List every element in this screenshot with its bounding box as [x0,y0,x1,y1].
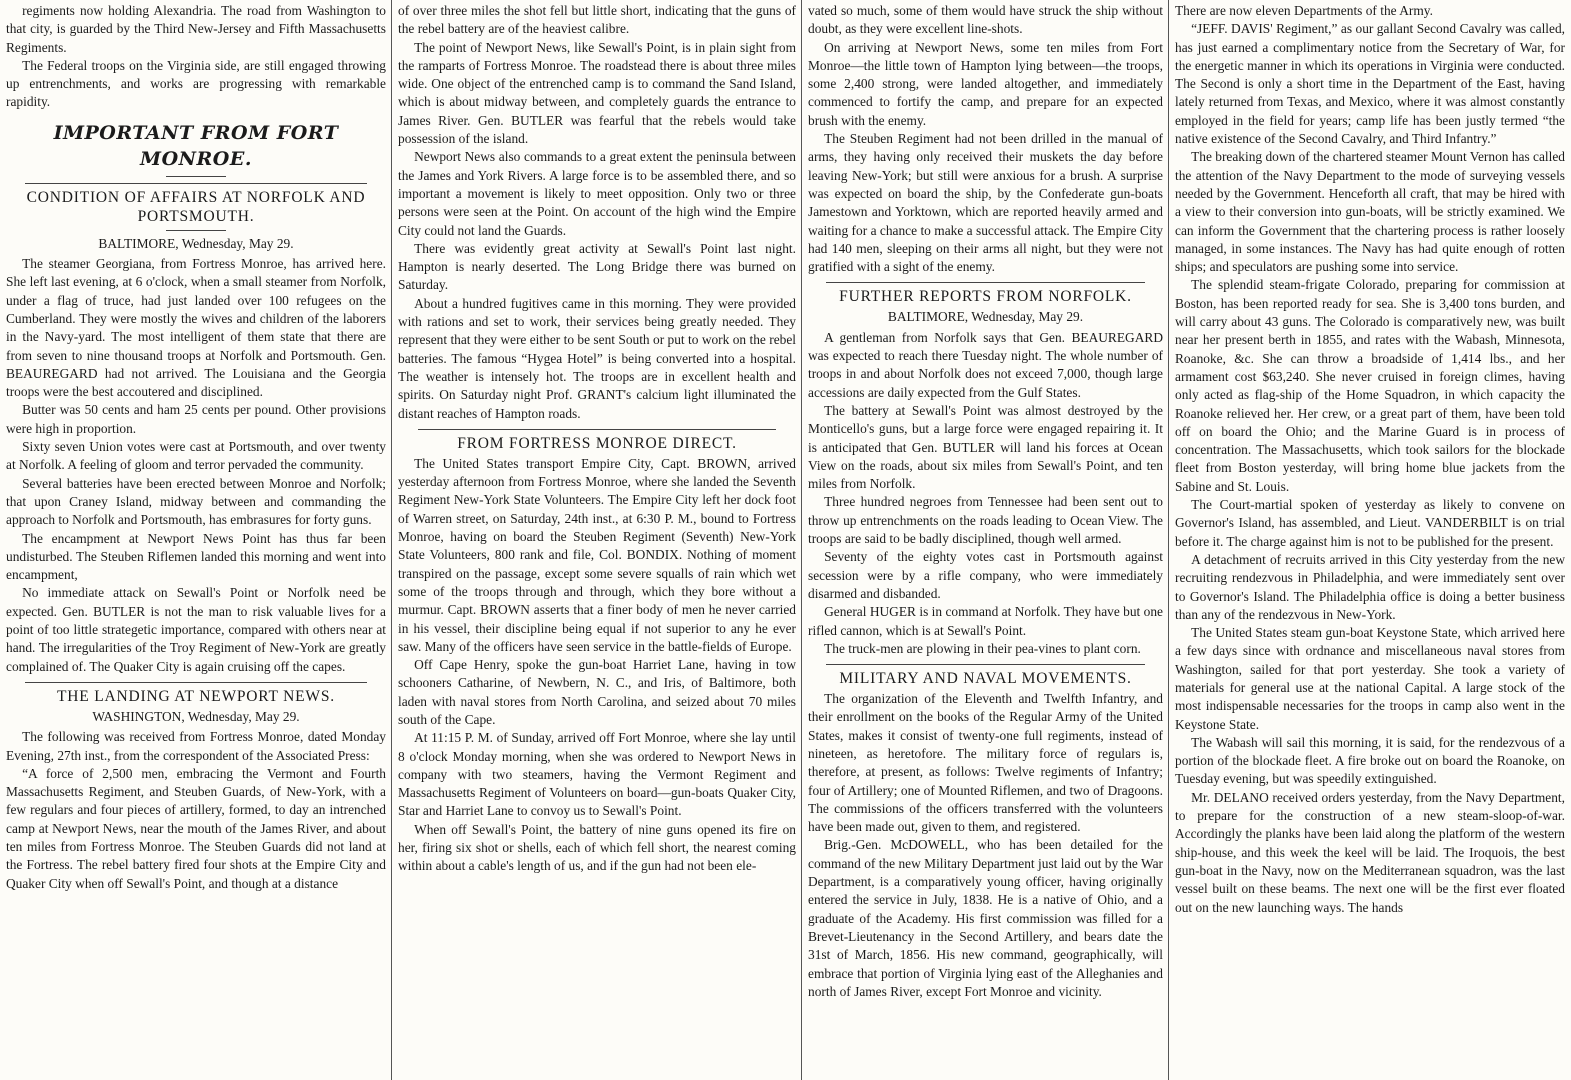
paragraph: General HUGER is in command at Norfolk. They have but one rifled cannon, which is at Sewall's Point. [808,604,1163,638]
paragraph: About a hundred fugitives came in this morning. They were provided with rations and set to work, their services being greatly needed. They represent that they were either to be sent South or put to work on the rebel batteries. The famous “Hygea Hotel” is being converted into a hospital. The weather is intensely hot. The troops are in excellent health and spirits. On Saturday night Prof. GRANT's calcium light illuminated the distant reaches of Hampton roads. [398,295,796,421]
column-4 [1169,0,1571,1080]
paragraph: A detachment of recruits arrived in this City yesterday from the new recruiting rendezvous in Philadelphia, and were immediately sent over to Governor's Island. The Philadelphia office is doing a better business than any of the rendezvous in New-York. [1175,551,1565,622]
column-1 [0,0,392,1080]
paragraph: The splendid steam-frigate Colorado, preparing for commission at Boston, has been reported ready for sea. She is 3,400 tons burden, and will carry about 43 guns. The Colorado is comparatively new, was built near her present berth in 1855, and rates with the Wabash, Minnesota, Roanoke, &c. She can throw a broadside of 1,414 lbs., and her armament cost $63,240. She never cruised in foreign climes, having only acted as flag-ship of the Home Squadron, in which capacity the Roanoke relieved her. Her crew, or a great part of them, have been told off on board the Ohio; and the Marine Guard is in process of concentration. The Massachusetts, which took sailors for the blockade fleet from Boston yesterday, will bring home blue jackets from the Sabine and St. Louis. [1175,277,1565,494]
dateline: WASHINGTON, Wednesday, May 29. [92,708,300,724]
column-3 [802,0,1169,1080]
dateline: BALTIMORE, Wednesday, May 29. [98,235,294,251]
column-2 [392,0,802,1080]
paragraph: The organization of the Eleventh and Twelfth Infantry, and their enrollment on the books of the Regular Army of the United States, makes it consist of twenty-one full regiments, instead of nineteen, as heretofore. The military force of regulars is, therefore, at present, as follows: Twelve regiments of Infantry; four of Artillery; one of Mounted Riflemen, and two of Dragoons. The commissions of the officers transferred with the volunteers have been made out, given to them, and registered. [808,691,1163,835]
paragraph: There are now eleven Departments of the Army. [1175,3,1433,18]
dateline: BALTIMORE, Wednesday, May 29. [887,309,1084,325]
paragraph: vated so much, some of them would have struck the ship without doubt, as they were excellent line-shots. [808,3,1163,37]
paragraph: The truck-men are plowing in their pea-vines to plant corn. [824,640,1141,656]
section-rule [826,282,1146,283]
article-headline: MILITARY AND NAVAL MOVEMENTS. [839,670,1132,688]
paragraph: Mr. DELANO received orders yesterday, from the Navy Department, to prepare for the construction of a new steam-sloop-of-war. Accordingly the planks have been laid along the platform of the western ship-house, and this week the keel will be laid. The Iroquois, the best gun-boat in the Navy, now on the Mediterranean squadron, was the last vessel built on these beams. The next one will be the first ever floated out on the new launching ways. The hands [1175,789,1565,915]
paragraph: The United States steam gun-boat Keystone State, which arrived here a few days since with ordnance and miscellaneous naval stores from Washington, sailed for that port yesterday. She took a variety of materials for general use at the national Capital. A large stock of the most indispensable necessaries for the troops in camp also went in the Keystone State. [1175,625,1565,732]
paragraph: No immediate attack on Sewall's Point or Norfolk need be expected. Gen. BUTLER is not the man to risk valuable lives for a point of too little strategetic importance, compared with others near at hand. The irregularities of the Troy Regiment of New-York are greatly complained of. The Quaker City is again cruising off the capes. [6,585,386,674]
paragraph: The following was received from Fortress Monroe, dated Monday Evening, 27th inst., from the correspondent of the Associated Press: [6,729,386,763]
short-rule [166,176,226,177]
paragraph: The breaking down of the chartered steamer Mount Vernon has called the attention of the Navy Department to the mode of surveying vessels needed by the Government. Henceforth all craft, that may be hired with a view to their conversion into gun-boats, will be strictly examined. We can inform the Government that the chartering process is rather loosely managed, in some instances. The Navy has had quite enough of rotten ships; and speculators are pushing some into service. [1175,149,1565,275]
paragraph: On arriving at Newport News, some ten miles from Fort Monroe—the little town of Hampton lying between—the troops, some 2,400 strong, were landed altogether, and immediately commenced to fortify the camp, and prepare for an expected brush with the enemy. [808,39,1163,128]
paragraph: A gentleman from Norfolk says that Gen. BEAUREGARD was expected to reach there Tuesday night. The whole number of troops in and about Norfolk does not exceed 7,000, though large accessions are daily expected from the Gulf States. [808,329,1163,400]
paragraph: Three hundred negroes from Tennessee had been sent out to throw up entrenchments on the roads leading to Ocean View. The troops are said to be badly disciplined, though well armed. [808,494,1163,547]
paragraph: Butter was 50 cents and ham 25 cents per pound. Other provisions were high in proportion. [6,402,386,436]
paragraph: Brig.-Gen. McDOWELL, who has been detailed for the command of the new Military Department just laid out by the War Department, is a comparatively young officer, having originally entered the service in July, 1838. He is a native of Ohio, and a graduate of the Academy. His first commission was filled for a Brevet-Lieutenancy in the Second Artillery, and bears date the 31st of March, 1856. His new command, geographically, will embrace that portion of Virginia lying east of the Alleghanies and north of James River, except Fort Monroe and vicinity. [808,837,1163,999]
paragraph: The Steuben Regiment had not been drilled in the manual of arms, they having only received their muskets the day before leaving New-York; but still were anxious for a brush. A surprise was expected on board the ship, by the Confederate gun-boats Jamestown and Yorktown, which are reported heavily armed and waiting for a chance to make a successful attack. The Empire City had 140 men, sleeping on their arms all night, but they were not gratified with a sight of the enemy. [808,131,1163,275]
paragraph: The United States transport Empire City, Capt. BROWN, arrived yesterday afternoon from Fortress Monroe, where she landed the Seventh Regiment New-York State Volunteers. The Empire City left her dock foot of Warren street, on Saturday, 24th inst., at 6:30 P. M., bound to Fortress Monroe, having on board the Steuben Regiment (Seventh) New-York State Volunteers, 800 rank and file, Col. BONDIX. Nothing of moment transpired on the passage, except some severe squalls of rain which wet some of the troops through and through, which they bore without a murmur. Capt. BROWN asserts that a finer body of men he never carried in his vessel, their discipline being equal if not superior to any he ever saw. Many of the officers have seen service in the battle-fields of Europe. [398,455,796,654]
paragraph: At 11:15 P. M. of Sunday, arrived off Fort Monroe, where she lay until 8 o'clock Monday morning, when she was ordered to Newport News in company with two steamers, having the Vermont Regiment and Massachusetts Regiment of Volunteers on board—gun-boats Quaker City, Star and Harriet Lane to convoy us to Sewall's Point. [398,730,796,819]
section-rule [418,429,776,430]
paragraph: There was evidently great activity at Sewall's Point last night. Hampton is nearly deserted. The Long Bridge there was burned on Saturday. [398,240,796,293]
paragraph: The encampment at Newport News Point has thus far been undisturbed. The Steuben Riflemen landed this morning and went into encampment, [6,530,386,583]
article-headline: THE LANDING AT NEWPORT NEWS. [57,687,335,705]
paragraph: Several batteries have been erected between Monroe and Norfolk; that upon Craney Island, midway between and commanding the approach to Norfolk and Portsmouth, has embrasures for forty guns. [6,475,386,528]
paragraph: Newport News also commands to a great extent the peninsula between the James and York Rivers. A large force is to be assembled there, and so important a movement is likely to meet opposition. Only two or three persons were seen at the Point. On account of the high wind the Empire City could not land the Guards. [398,149,796,238]
paragraph: The Wabash will sail this morning, it is said, for the rendezvous of a portion of the blockade fleet. A fire broke out on board the Roanoke, on Tuesday evening, but was speedily extinguished. [1175,734,1565,787]
paragraph: The steamer Georgiana, from Fortress Monroe, has arrived here. She left last evening, at 6 o'clock, when a small steamer from Norfolk, under a flag of truce, had just landed over 100 refugees on the Cumberland. They were mostly the wives and children of the laborers in the Navy-yard. The most intelligent of them state that there are from seven to nine thousand troops at Norfolk and Portsmouth. Gen. BEAUREGARD had not arrived. The Louisiana and the Georgia troops were the best accoutered and disciplined. [6,256,386,400]
paragraph: regiments now holding Alexandria. The road from Washington to that city, is guarded by the Third New-Jersey and Fifth Massachusetts Regiments. [6,3,386,55]
paragraph: “JEFF. DAVIS' Regiment,” as our gallant Second Cavalry was called, has just earned a complimentary notice from the Secretary of War, for the energetic manner in which its operations in Virginia were conducted. The Second is only a short time in the Department of the East, having lately returned from Texas, and Mexico, where it was almost constantly employed in the field for years; camp life has been justly termed “the native existence of the Second Cavalry, and Third Infantry.” [1175,21,1565,147]
short-rule [166,230,226,231]
paragraph: The point of Newport News, like Sewall's Point, is in plain sight from the ramparts of Fortress Monroe. The roadstead there is about three miles wide. One object of the entrenched camp is to command the Sand Island, which is about midway between, and completely guards the entrance to James River. Gen. BUTLER was fearful that the rebels would take possession of the island. [398,39,796,147]
paragraph: The battery at Sewall's Point was almost destroyed by the Monticello's guns, but a large force were engaged repairing it. It is anticipated that Gen. BUTLER will land his forces at Ocean View on the roads, about six miles from Sewall's Point, and ten miles from Norfolk. [808,402,1163,492]
section-rule [826,664,1146,665]
section-rule [25,183,367,184]
article-headline: FURTHER REPORTS FROM NORFOLK. [839,288,1132,306]
paragraph: “A force of 2,500 men, embracing the Vermont and Fourth Massachusetts Regiment, and Steuben Guards, of New-York, with a few regulars and four pieces of artillery, formed, to day an intrenched camp at Newport News, near the mouth of the James River, and about ten miles from Fortress Monroe. The Steuben Guards did not land at the Fortress. The rebel battery fired four shots at the Empire City and Quaker City when off Sewall's Point, and though at a distance [6,765,386,891]
section-rule [25,682,367,683]
paragraph: Off Cape Henry, spoke the gun-boat Harriet Lane, having in tow schooners Catharine, of Newbern, N. C., and Iris, of Baltimore, both laden with naval stores from North Carolina, and seized about 70 miles south of the Cape. [398,657,796,727]
article-headline: FROM FORTRESS MONROE DIRECT. [457,434,737,452]
paragraph: Sixty seven Union votes were cast at Portsmouth, and over twenty at Norfolk. A feeling of gloom and terror pervaded the community. [6,439,386,473]
paragraph: of over three miles the shot fell but little short, indicating that the guns of the rebel battery are of the heaviest calibre. [398,3,796,37]
paragraph: When off Sewall's Point, the battery of nine guns opened its fire on her, firing six shot or shells, each of which fell short, the nearest coming within about a cable's length of us, and if the gun had not been ele- [398,821,796,874]
paragraph: Seventy of the eighty votes cast in Portsmouth against secession were by a rifle company, who were immediately disarmed and disbanded. [808,549,1163,601]
article-headline: CONDITION OF AFFAIRS AT NORFOLK AND PORTSMOUTH. [26,188,366,225]
paragraph: The Court-martial spoken of yesterday as likely to convene on Governor's Island, has assembled, and Lieut. VANDERBILT is on trial before it. The charge against him is not to be published for the present. [1175,497,1565,549]
paragraph: The Federal troops on the Virginia side, are still engaged throwing up entrenchments, and works are progressing with remarkable rapidity. [6,57,386,110]
section-headline: IMPORTANT FROM FORT MONROE. [53,121,339,170]
